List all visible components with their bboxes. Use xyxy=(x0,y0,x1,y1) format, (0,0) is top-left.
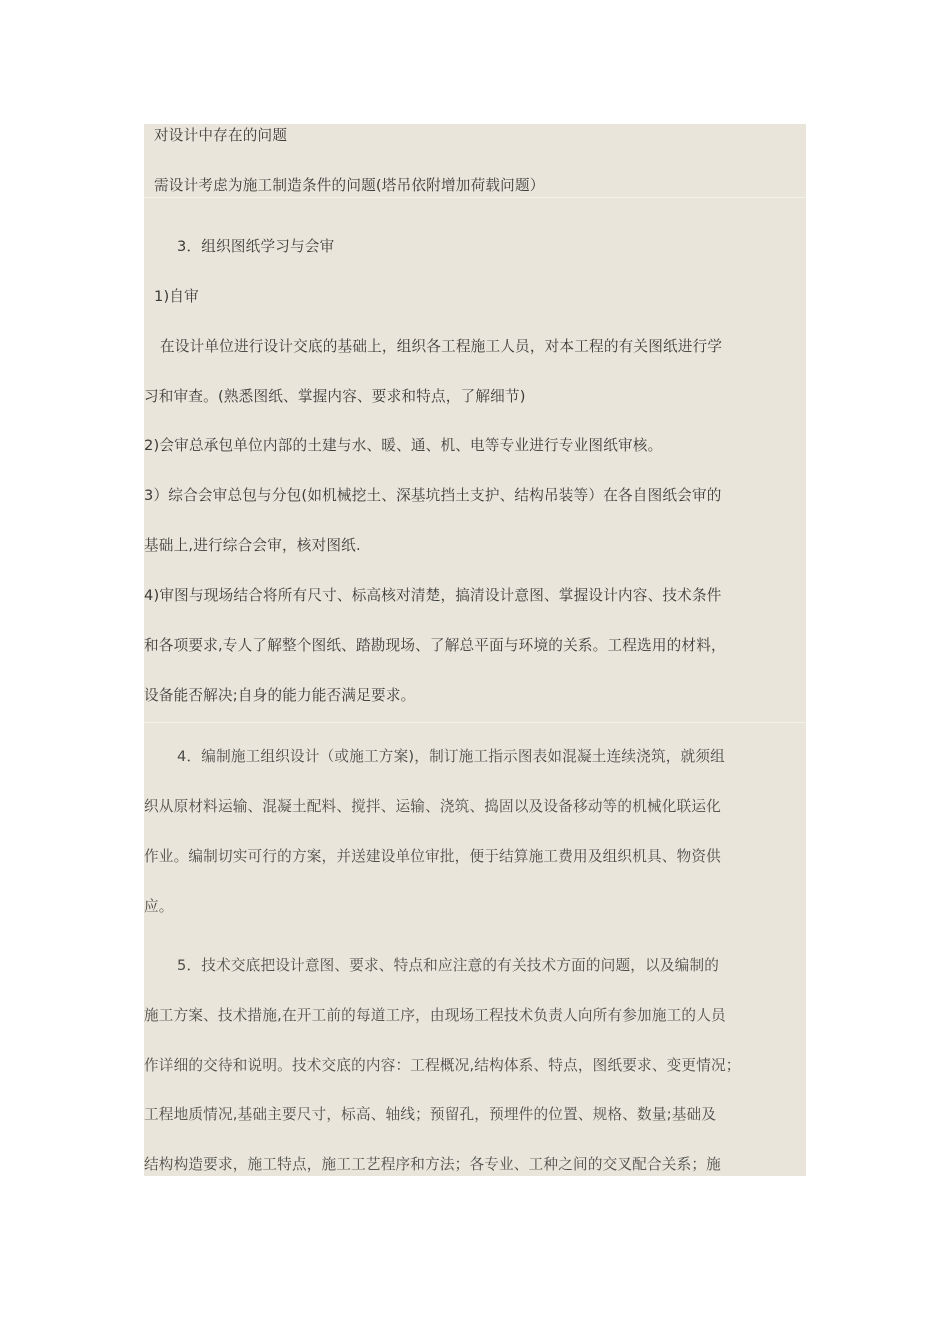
subsection-heading: 1)自审 xyxy=(154,288,199,305)
divider xyxy=(144,722,806,723)
text-line: 需设计考虑为施工制造条件的问题(塔吊依附增加荷载问题） xyxy=(154,177,545,194)
paragraph-line: 作详细的交待和说明。技术交底的内容：工程概况,结构体系、特点，图纸要求、变更情况； xyxy=(144,1057,741,1074)
paragraph-line: 应。 xyxy=(144,898,174,915)
paragraph-line: 习和审查。(熟悉图纸、掌握内容、要求和特点，了解细节) xyxy=(144,388,526,405)
paragraph-line: 施工方案、技术措施,在开工前的每道工序，由现场工程技术负责人向所有参加施工的人员 xyxy=(144,1007,726,1024)
paragraph-line: 基础上,进行综合会审，核对图纸. xyxy=(144,537,361,554)
section-heading: 3．组织图纸学习与会审 xyxy=(177,238,335,255)
paragraph-line: 设备能否解决;自身的能力能否满足要求。 xyxy=(144,687,416,704)
paragraph-line: 在设计单位进行设计交底的基础上，组织各工程施工人员，对本工程的有关图纸进行学 xyxy=(160,338,723,355)
section-heading: 5．技术交底把设计意图、要求、特点和应注意的有关技术方面的问题，以及编制的 xyxy=(177,957,720,974)
text-line: 对设计中存在的问题 xyxy=(154,127,288,144)
section-heading: 4．编制施工组织设计（或施工方案)，制订施工指示图表如混凝土连续浇筑，就须组 xyxy=(177,748,725,765)
paragraph-line: 织从原材料运输、混凝土配料、搅拌、运输、浇筑、捣固以及设备移动等的机械化联运化 xyxy=(144,798,721,815)
paragraph-line: 2)会审总承包单位内部的土建与水、暖、通、机、电等专业进行专业图纸审核。 xyxy=(144,437,663,454)
paragraph-line: 和各项要求,专人了解整个图纸、踏勘现场、了解总平面与环境的关系。工程选用的材料， xyxy=(144,637,726,654)
paragraph-line: 工程地质情况,基础主要尺寸，标高、轴线；预留孔，预埋件的位置、规格、数量;基础及 xyxy=(144,1106,717,1123)
paragraph-line: 结构构造要求，施工特点，施工工艺程序和方法；各专业、工种之间的交叉配合关系；施 xyxy=(144,1156,721,1173)
paragraph-line: 作业。编制切实可行的方案，并送建设单位审批，便于结算施工费用及组织机具、物资供 xyxy=(144,848,721,865)
paragraph-line: 3）综合会审总包与分包(如机械挖土、深基坑挡土支护、结构吊装等）在各自图纸会审的 xyxy=(144,487,722,504)
paragraph-line: 4)审图与现场结合将所有尺寸、标高核对清楚，搞清设计意图、掌握设计内容、技术条件 xyxy=(144,587,722,604)
